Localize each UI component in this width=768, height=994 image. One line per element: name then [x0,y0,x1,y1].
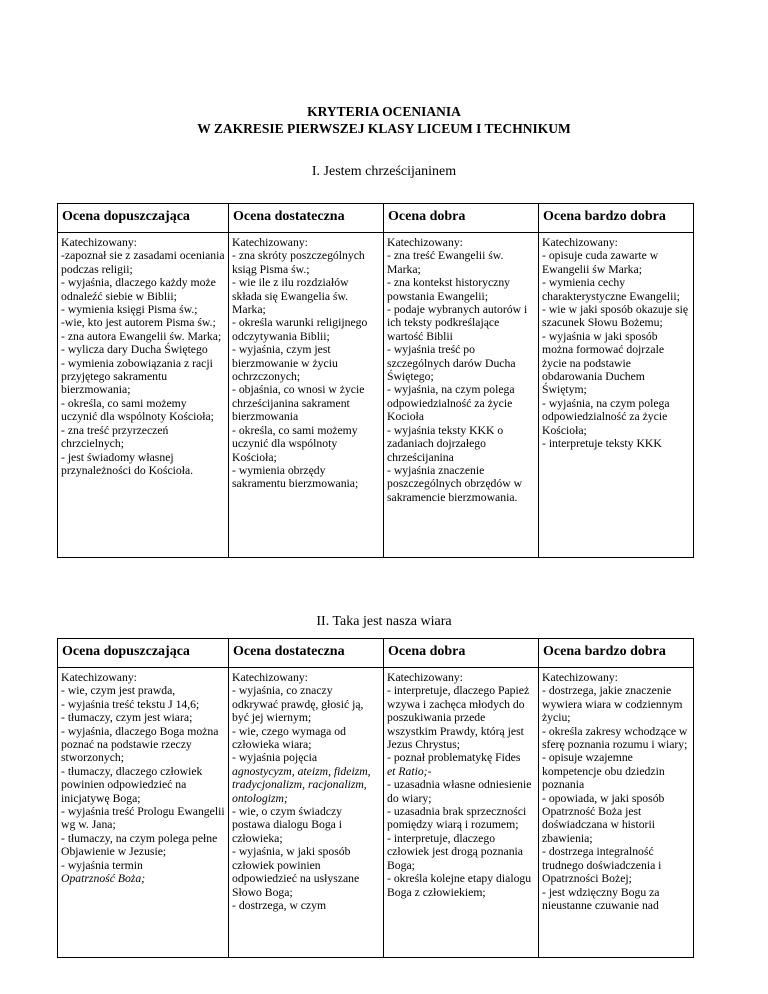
cell-line: - opisuje wzajemne kompetencje obu dziedzin poznania [542,751,665,792]
cell-line: - określa, co sami możemy uczynić dla wspólnoty Kościoła; [61,396,214,424]
header-bardzo-dobra: Ocena bardzo dobra [539,639,694,668]
cell-line: agnostycyzm, ateizm, fideizm, tradycjonalizm, racjonalizm, ontologizm; [232,764,371,805]
cell-line: - wymienia zobowiązania z racji przyjętego sakramentu bierzmowania; [61,356,213,397]
cell-line: - dostrzega, w czym [232,898,327,912]
page-title-line1: KRYTERIA OCENIANIA [307,104,461,119]
cell-line: - wie, czym jest prawda, [61,684,176,698]
cell-line: - wyjaśnia, w jaki sposób człowiek powinien odpowiedzieć na usłyszane Słowo Boga; [232,845,360,899]
header-dopuszczajaca: Ocena dopuszczająca [58,204,229,233]
cell-line: Katechizowany: [232,236,308,249]
cell-line: - wyjaśnia w jaki sposób można formować dojrzale życie na podstawie obdarowania Duchem Świętym; [542,329,665,397]
table-header-row [58,204,694,233]
cell-line: - zna treść przyrzeczeń chrzcielnych; [61,423,169,451]
header-dostateczna: Ocena dostateczna [229,204,384,233]
header-dostateczna: Ocena dostateczna [229,639,384,668]
cell-line: - tłumaczy, dlaczego człowiek powinien odpowiedzieć na inicjatywę Boga; [61,764,203,805]
cell-line: - wyjaśnia treść tekstu J 14,6; [61,697,200,711]
table-row [58,668,694,958]
table-header-row [58,639,694,668]
cell-line: - określa, co sami możemy uczynić dla wspólnoty Kościoła; [232,423,358,464]
cell-line: - wie w jaki sposób okazuje się szacunek Słowu Bożemu; [542,303,689,330]
cell-line: - jest świadomy własnej przynależności do Kościoła. [61,450,194,477]
cell-line: - wyjaśnia, czym jest bierzmowanie w życiu ochrzczonych; [232,343,338,384]
cell-line: - uzasadnia brak sprzeczności pomiędzy wiarą i rozumem; [387,805,527,832]
cell-line: - określa zakresy wchodzące w sferę poznania rozumu i wiary; [542,724,688,752]
cell-line: - dostrzega integralność trudnego doświadczenia i Opatrzności Bożej; [542,845,662,886]
header-bardzo-dobra: Ocena bardzo dobra [539,204,694,233]
cell-line: - określa kolejne etapy dialogu Boga z człowiekiem; [387,872,532,899]
cell-dopuszczajaca [58,668,229,958]
cell-line: - wylicza dary Ducha Świętego [61,343,208,357]
cell-line: - zna treść Ewangelii św. Marka; [387,249,504,276]
cell-line: Katechizowany: [387,236,463,249]
cell-line: Katechizowany: [542,236,618,249]
cell-line: - wyjaśnia termin [61,858,143,872]
table-row [58,233,694,558]
cell-dostateczna [229,233,384,558]
cell-line: -wie, kto jest autorem Pisma św.; [61,316,216,330]
cell-line: Katechizowany: [61,671,137,684]
header-dopuszczajaca: Ocena dopuszczająca [58,639,229,668]
cell-line: - interpretuje, dlaczego człowiek jest drogą poznania Boga; [387,831,523,872]
page-title-line2: W ZAKRESIE PIERWSZEJ KLASY LICEUM I TECHNIKUM [197,121,571,136]
cell-line: - wyjaśnia, dlaczego każdy może odnaleźć siebie w Biblii; [61,276,216,303]
criteria-table-2 [57,638,694,958]
cell-dobra [384,233,539,558]
cell-line: - wymienia księgi Pisma św.; [61,303,198,317]
cell-line: - tłumaczy, czym jest wiara; [61,711,193,725]
section-heading-1: I. Jestem chrześcijaninem [311,164,457,179]
cell-line: - wie ile z ilu rozdziałów składa się Ewangelia św. Marka; [232,276,349,317]
cell-line: - zna autora Ewangelii św. Marka; [61,329,222,343]
cell-line: - zna skróty poszczególnych ksiąg Pisma św.; [232,249,365,276]
header-dobra: Ocena dobra [384,204,539,233]
cell-line: - wie, o czym świadczy postawa dialogu Boga i człowieka; [232,805,343,845]
criteria-table-1 [57,203,694,558]
header-dobra: Ocena dobra [384,639,539,668]
cell-line: Opatrzność Boża; [61,872,146,886]
cell-line: - poznał problematykę Fides [387,751,521,765]
cell-line: - interpretuje teksty KKK [542,437,662,451]
cell-line: - interpretuje, dlaczego Papież wzywa i zachęca młodych do poszukiwania przede wszystkim Prawdy, którą jest Jezus Chrystus; [387,684,530,752]
cell-line: - objaśnia, co wnosi w życie chrześcijanina sakrament bierzmowania [232,383,365,424]
cell-line: - jest wdzięczny Bogu za nieustanne czuwanie nad [542,885,660,912]
cell-line: - wymienia obrzędy sakramentu bierzmowania; [232,463,359,491]
cell-bardzo-dobra [539,233,694,558]
cell-dopuszczajaca [58,233,229,558]
cell-line: - wyjaśnia, co znaczy odkrywać prawdę, głosić ją, być jej wiernym; [232,684,364,725]
cell-dostateczna [229,668,384,958]
cell-line: et Ratio;- [387,764,432,778]
cell-line: - wie, czego wymaga od człowieka wiara; [232,724,346,752]
cell-line: - wyjaśnia, dlaczego Boga można poznać na podstawie rzeczy stworzonych; [61,724,219,765]
cell-bardzo-dobra [539,668,694,958]
cell-line: - wymienia cechy charakterystyczne Ewangelii; [542,276,680,303]
cell-line: -zapoznał sie z zasadami oceniania podczas religii; [61,249,225,276]
cell-line: Katechizowany: [542,671,618,684]
cell-line: - tłumaczy, na czym polega pełne Objawienie w Jezusie; [61,831,218,859]
cell-line: Katechizowany: [61,236,137,249]
cell-line: - wyjaśnia treść Prologu Ewangelii wg w. Jana; [61,805,225,832]
cell-line: - wyjaśnia pojęcia [232,751,318,765]
cell-line: - podaje wybranych autorów i ich teksty podkreślające wartość Biblii [387,303,528,343]
cell-line: - wyjaśnia znaczenie poszczególnych obrzędów w sakramencie bierzmowania. [387,463,523,504]
cell-line: Katechizowany: [387,671,463,684]
cell-line: - uzasadnia własne odniesienie do wiary; [387,778,532,805]
cell-line: - określa warunki religijnego odczytywania Biblii; [232,316,368,343]
cell-line: - wyjaśnia, na czym polega odpowiedzialność za życie Kościoła; [542,396,670,437]
section-heading-2: II. Taka jest nasza wiara [316,614,452,629]
cell-line: - wyjaśnia, na czym polega odpowiedzialność za życie Kocioła [387,383,515,424]
cell-line: - opisuje cuda zawarte w Ewangelii św Marka; [542,249,659,276]
cell-line: - dostrzega, jakie znaczenie wywiera wiara w codziennym życiu; [542,684,683,725]
cell-line: - wyjaśnia treść po szczególnych darów Ducha Świętego; [387,343,516,384]
cell-line: - wyjaśnia teksty KKK o zadaniach dojrzałego chrześcijanina [387,423,504,464]
cell-line: - zna kontekst historyczny powstania Ewangelii; [387,276,511,303]
cell-line: - opowiada, w jaki sposób Opatrzność Boża jest doświadczana w historii zbawienia; [542,791,665,845]
cell-line: Katechizowany: [232,671,308,684]
cell-dobra [384,668,539,958]
